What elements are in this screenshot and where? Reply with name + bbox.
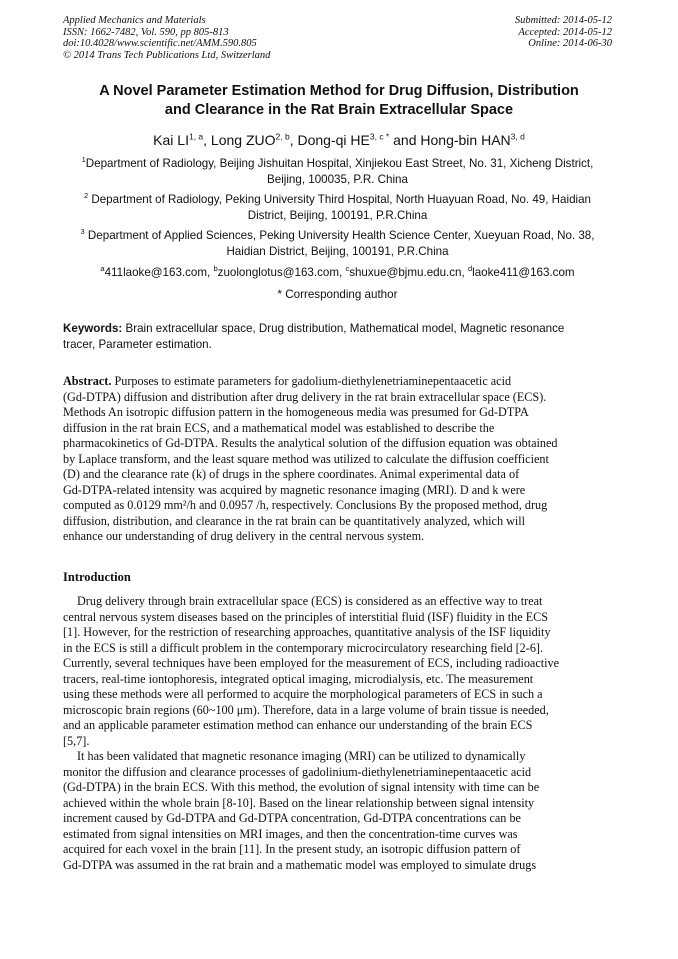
email-sup: a <box>100 264 105 274</box>
section-heading-introduction: Introduction <box>63 570 131 584</box>
author-sup: 1, a <box>188 131 204 142</box>
abstract-line <box>63 374 614 390</box>
affiliation-number: 2 <box>83 191 89 201</box>
intro-line: achieved within the whole brain [8-10]. Based on the linear relationship between signal intensity <box>63 795 535 810</box>
affiliation-1 <box>63 156 612 187</box>
intro-line: It has been validated that magnetic resonance imaging (MRI) can be utilized to dynamically <box>77 749 526 763</box>
intro-line: acquired for each voxel in the brain [11]. In the present study, an isotropic diffusion pattern of <box>63 842 521 856</box>
author-list <box>0 131 678 149</box>
submitted-date: Submitted: 2014-05-12 <box>514 15 612 26</box>
intro-line: estimated from signal intensities on MRI images, and then the concentration-time curves was <box>63 826 518 841</box>
email-address[interactable]: shuxue@bjmu.edu.cn, <box>349 266 468 279</box>
email-sup: c <box>345 264 350 274</box>
introduction-body <box>63 594 614 873</box>
email-sup: b <box>213 264 218 274</box>
author-name: Kai LI <box>153 132 189 148</box>
keywords-block <box>63 321 614 352</box>
affiliation-3 <box>63 228 612 259</box>
intro-line: using these methods were all performed to acquire the morphological parameters of ECS in such a <box>63 687 543 701</box>
journal-name: Applied Mechanics and Materials <box>63 15 206 26</box>
abstract-line: enhance our understanding of drug delivery in the central nervous system. <box>63 529 425 543</box>
email-sup: d <box>467 264 473 274</box>
affiliation-line <box>63 228 612 244</box>
intro-line: (Gd-DTPA) in the brain ECS. With this method, the evolution of signal intensity with time can be <box>63 780 540 794</box>
email-address[interactable]: laoke411@163.com <box>472 266 575 279</box>
affiliation-text: Department of Radiology, Beijing Jishuitan Hospital, Xinjiekou East Street, No. 31, Xicheng District, <box>85 157 594 170</box>
keywords-line <box>63 321 614 337</box>
intro-line: microscopic brain regions (60~100 μm). Therefore, data in a large volume of brain tissue is needed, <box>63 702 549 717</box>
intro-line: central nervous system diseases based on the principles of interstitial fluid (ISF) fluidity in the ECS <box>63 609 549 624</box>
intro-line: monitor the diffusion and clearance processes of gadolinium-diethylenetriaminepentaacetic acid <box>63 764 532 779</box>
online-date: Online: 2014-06-30 <box>528 38 612 49</box>
email-address[interactable]: zuolonglotus@163.com, <box>217 266 346 279</box>
keywords-line: tracer, Parameter estimation. <box>63 337 212 351</box>
abstract-line: diffusion in the rat brain ECS, and a mathematical model was established to describe the <box>63 420 495 435</box>
intro-line: [1]. However, for the restriction of researching approaches, quantitative analysis of the ISF liquidity <box>63 625 551 639</box>
abstract-line: diffusion, distribution, and clearance in the rat brain can be quantitatively analyzed, which will <box>63 513 526 528</box>
journal-issn: ISSN: 1662-7482, Vol. 590, pp 805-813 <box>63 26 229 38</box>
title-line: A Novel Parameter Estimation Method for Drug Diffusion, Distribution <box>99 83 579 99</box>
affiliation-line <box>63 192 612 208</box>
abstract-label: Abstract. <box>63 374 112 388</box>
affiliation-text: Department of Applied Sciences, Peking University Health Science Center, Xueyuan Road, No. 38, <box>84 229 595 242</box>
intro-line: Currently, several techniques have been employed for the measurement of ECS, including radioactive <box>63 656 560 670</box>
author-name: , Long ZUO <box>203 132 276 148</box>
corresponding-author-note: * Corresponding author <box>277 288 398 301</box>
journal-doi: doi:10.4028/www.scientific.net/AMM.590.805 <box>63 38 257 49</box>
intro-line: in the ECS is still a difficult problem in the contemporary microcirculatory researching field [2-6]. <box>63 640 544 655</box>
affiliation-2 <box>63 192 612 223</box>
intro-line: increment caused by Gd-DTPA and Gd-DTPA concentration, Gd-DTPA concentrations can be <box>63 811 521 825</box>
abstract-line: Gd-DTPA-related intensity was acquired by magnetic resonance imaging (MRI). D and k were <box>63 482 526 497</box>
author-name: and Hong-bin HAN <box>389 132 511 148</box>
keywords-label: Keywords: <box>63 322 123 335</box>
affiliation-line <box>63 156 612 172</box>
affiliation-line: Beijing, 100035, P.R. China <box>267 172 408 186</box>
affiliation-number: 3 <box>80 227 85 237</box>
abstract-block <box>63 374 614 545</box>
affiliation-text: Department of Radiology, Peking University Third Hospital, North Huayuan Road, No. 49, Haidian <box>88 193 592 206</box>
abstract-line: Methods An isotropic diffusion pattern in the homogeneous media was presumed for Gd-DTPA <box>63 405 529 419</box>
author-emails <box>63 265 612 281</box>
intro-line: and an applicable parameter estimation method can enhance our understanding of the brain ECS <box>63 718 533 732</box>
affiliation-number: 1 <box>81 155 86 165</box>
submission-dates <box>515 15 612 50</box>
abstract-line: computed as 0.0129 mm²/h and 0.0957 /h, respectively. Conclusions By the proposed method, drug <box>63 498 548 512</box>
author-sup: 3, d <box>510 131 525 142</box>
abstract-line: (Gd-DTPA) diffusion and distribution after drug delivery in the rat brain extracellular space (ECS). <box>63 389 547 404</box>
author-sup: 2, b <box>275 131 290 142</box>
abstract-text: Purposes to estimate parameters for gadolium-diethylenetriaminepentaacetic acid <box>111 374 512 388</box>
paper-title <box>50 82 628 120</box>
intro-line: [5,7]. <box>63 733 90 748</box>
intro-line: tracers, real-time iontophoresis, integrated optical imaging, microdialysis, etc. The measurement <box>63 671 534 686</box>
abstract-line: by Laplace transform, and the least square method was utilized to calculate the diffusion coefficient <box>63 451 549 466</box>
affiliation-line: Haidian District, Beijing, 100191, P.R.China <box>226 244 449 258</box>
affiliation-line: District, Beijing, 100191, P.R.China <box>247 208 428 222</box>
abstract-line: pharmacokinetics of Gd-DTPA. Results the analytical solution of the diffusion equation was obtained <box>63 436 558 450</box>
intro-line: Drug delivery through brain extracellular space (ECS) is considered as an effective way to treat <box>77 594 543 608</box>
intro-line: Gd-DTPA was assumed in the rat brain and a mathematic model was employed to simulate drugs <box>63 857 537 872</box>
journal-copyright: © 2014 Trans Tech Publications Ltd, Switzerland <box>63 49 271 61</box>
author-name: , Dong-qi HE <box>289 132 370 148</box>
author-sup: 3, c * <box>369 131 390 142</box>
journal-info <box>63 15 270 61</box>
title-line: and Clearance in the Rat Brain Extracellular Space <box>164 102 514 118</box>
accepted-date: Accepted: 2014-05-12 <box>518 26 612 38</box>
journal-header <box>63 15 612 63</box>
abstract-line: (D) and the clearance rate (k) of drugs in the sphere coordinates. Animal experimental data of <box>63 467 520 481</box>
keywords-text: Brain extracellular space, Drug distribution, Mathematical model, Magnetic resonance <box>122 322 565 335</box>
email-address[interactable]: 411laoke@163.com, <box>104 266 214 279</box>
